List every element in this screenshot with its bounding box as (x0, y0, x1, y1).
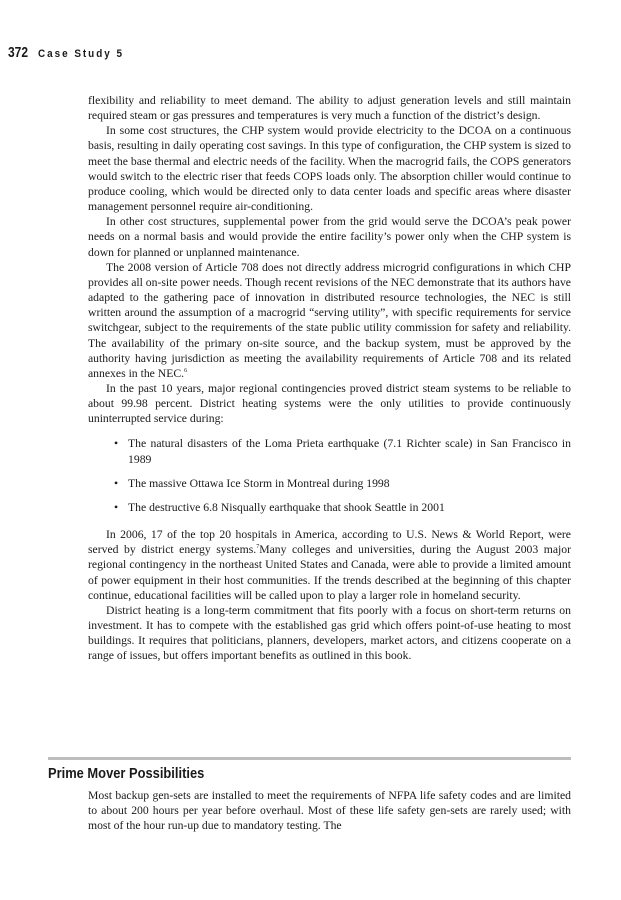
page-header (8, 44, 133, 61)
footnote-ref-6: 6 (184, 367, 188, 374)
body-text (88, 93, 571, 663)
paragraph-district-heating: District heating is a long-term commitment that fits poorly with a focus on short-term returns on investment. It has to compete with the established gas grid which offers point-of-use heating to most buildings. It requires that politicians, planners, developers, market actors, and citizens cooperate on a range of issues, but offers important benefits as outlined in this book. (88, 603, 571, 663)
page-number: 372 (8, 44, 29, 61)
paragraph-hospitals-text-a: In 2006, 17 of the top 20 hospitals in America, according to U.S. News & World Report, were served by district energy systems. (88, 528, 571, 557)
paragraph-supplemental-power: In other cost structures, supplemental power from the grid would serve the DCOA’s peak power needs on a normal basis and would provide the entire facility’s power only when the CHP system is down for planned or unplanned maintenance. (88, 215, 571, 259)
section-heading: Prime Mover Possibilities (48, 765, 205, 782)
footnote-ref-7: 7 (256, 544, 260, 551)
running-head: Case Study 5 (38, 48, 124, 60)
paragraph-regional-contingencies: In the past 10 years, major regional contingencies proved district steam systems to be reliable to about 99.98 percent. District heating systems were the only utilities to provide continuously uninterrupted service during: (88, 381, 571, 426)
bullet-icon: • (114, 437, 119, 451)
section-body (88, 788, 571, 833)
section-divider (48, 757, 571, 760)
list-item-text: The natural disasters of the Loma Prieta earthquake (7.1 Richter scale) in San Francisco in 1989 (128, 437, 571, 466)
list-item (114, 436, 571, 466)
list-item-text: The massive Ottawa Ice Storm in Montreal during 1998 (128, 476, 390, 490)
paragraph-article-708-text: The 2008 version of Article 708 does not directly address microgrid configurations in which CHP provides all on-site power needs. Though recent revisions of the NEC demonstrate that its authors have adapted to the gathering pace of innovation in distributed resource technologies, the NEC is still written around the assumption of a macrogrid “serving utility”, with specific requirements for service switchgear, subject to the requirements of the state public utility commission for safety and reliability. The availability of the primary on-site source, and the backup system, must be approved by the authority having jurisdiction as meeting the availability requirements of Article 708 and its related annexes in the NEC. (88, 260, 571, 380)
paragraph-continuation: flexibility and reliability to meet demand. The ability to adjust generation levels and still maintain required steam or gas pressures and temperatures is very much a function of the district’s design. (88, 94, 571, 123)
paragraph-backup-gensets: Most backup gen-sets are installed to meet the requirements of NFPA life safety codes and are limited to about 200 hours per year before overhaul. Most of these life safety gen-sets are rarely used; with most of the hour run-up due to mandatory testing. The (88, 789, 571, 833)
list-item (114, 500, 571, 515)
bullet-icon: • (114, 500, 119, 514)
list-item (114, 476, 571, 491)
bullet-icon: • (114, 476, 119, 490)
paragraph-hospitals (88, 527, 571, 603)
list-item-text: The destructive 6.8 Nisqually earthquake that shook Seattle in 2001 (128, 500, 445, 514)
paragraph-article-708 (88, 260, 571, 381)
contingency-list (88, 436, 571, 515)
paragraph-hospitals-text-b: Many colleges and universities, during the August 2003 major regional contingency in the northeast United States and Canada, were able to provide a limited amount of power equipment in their host communities. If the trends described at the beginning of this chapter continue, educational facilities will be called upon to play a larger role in homeland security. (88, 543, 571, 602)
paragraph-cost-structures: In some cost structures, the CHP system would provide electricity to the DCOA on a continuous basis, resulting in daily operating cost savings. In this type of configuration, the CHP system is sized to meet the base thermal and electric needs of the facility. When the macrogrid fails, the COPS generators would switch to the electric riser that feeds COPS loads only. The absorption chiller would continue to produce cooling, which would be directed only to data center loads and specific areas where disaster management personnel require air-conditioning. (88, 124, 571, 214)
